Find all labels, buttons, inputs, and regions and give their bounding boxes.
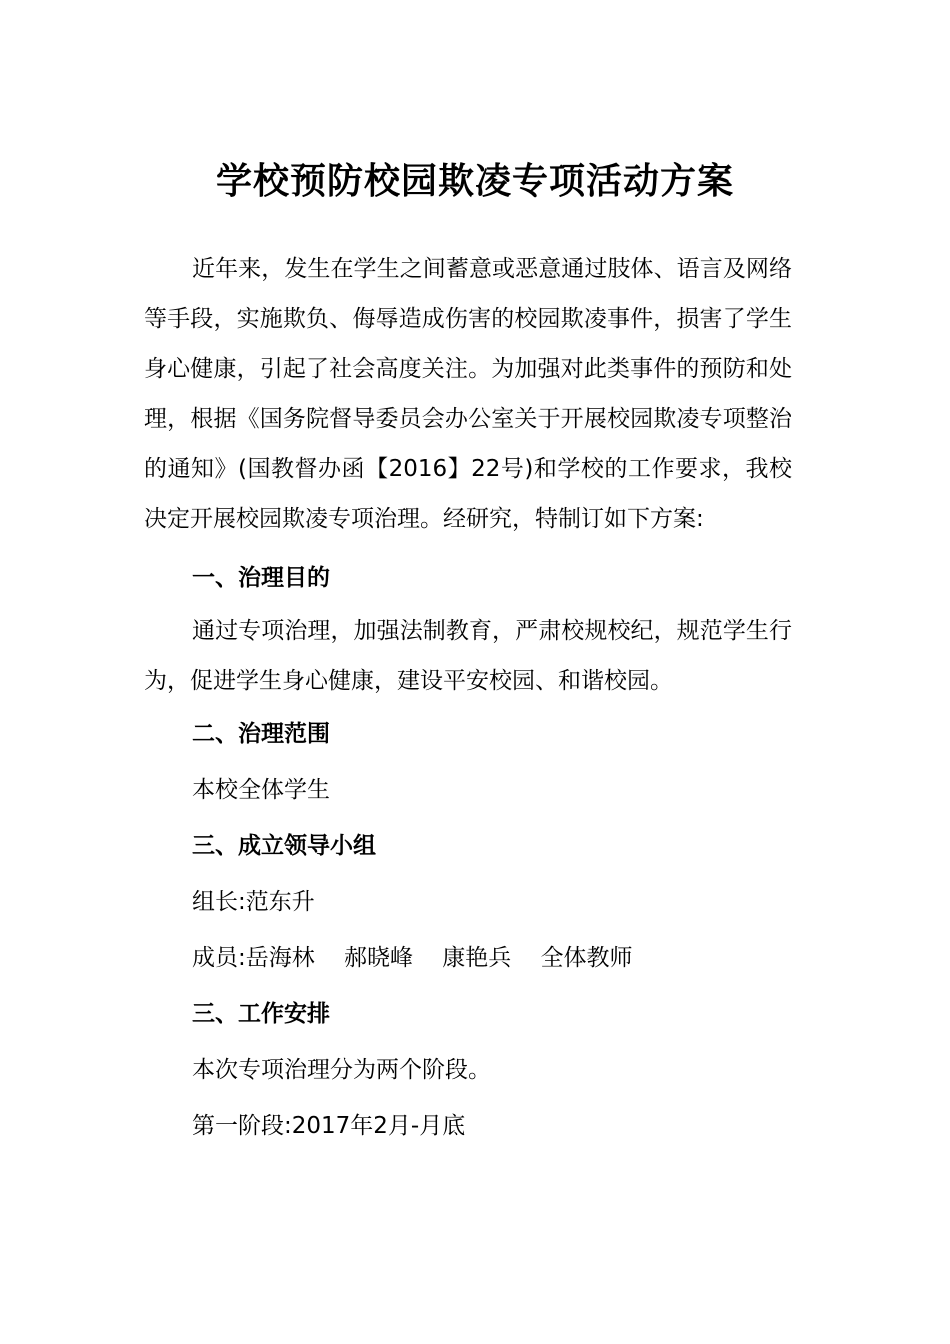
- section-heading-purpose: 一、治理目的: [192, 565, 330, 591]
- stage-one-line: 第一阶段:2017年2月-月底: [192, 1113, 466, 1139]
- section-body-purpose: 通过专项治理，加强法制教育，严肃校规校纪，规范学生行为，促进学生身心健康，建设平安校园、和谐校园。: [144, 618, 792, 694]
- team-leader-line: 组长:范东升: [192, 889, 315, 915]
- team-members-line: 成员:岳海林 郝晓峰 康艳兵 全体教师: [192, 945, 633, 971]
- section-heading-scope: 二、治理范围: [192, 721, 330, 747]
- intro-paragraph: 近年来，发生在学生之间蓄意或恶意通过肢体、语言及网络等手段，实施欺负、侮辱造成伤害的校园欺凌事件，损害了学生身心健康，引起了社会高度关注。为加强对此类事件的预防和处理，根据《国务院督导委员会办公室关于开展校园欺凌专项整治的通知》(国教督办函【2016】22号)和学校的工作要求，我校决定开展校园欺凌专项治理。经研究，特制订如下方案:: [144, 256, 792, 532]
- document-body: [144, 244, 792, 1154]
- section-heading-leadership: 三、成立领导小组: [192, 833, 376, 859]
- document-title: 学校预防校园欺凌专项活动方案: [215, 161, 734, 202]
- section-heading-arrangement: 三、工作安排: [192, 1001, 330, 1027]
- section-body-scope: 本校全体学生: [192, 777, 330, 803]
- arrangement-body: 本次专项治理分为两个阶段。: [192, 1057, 491, 1083]
